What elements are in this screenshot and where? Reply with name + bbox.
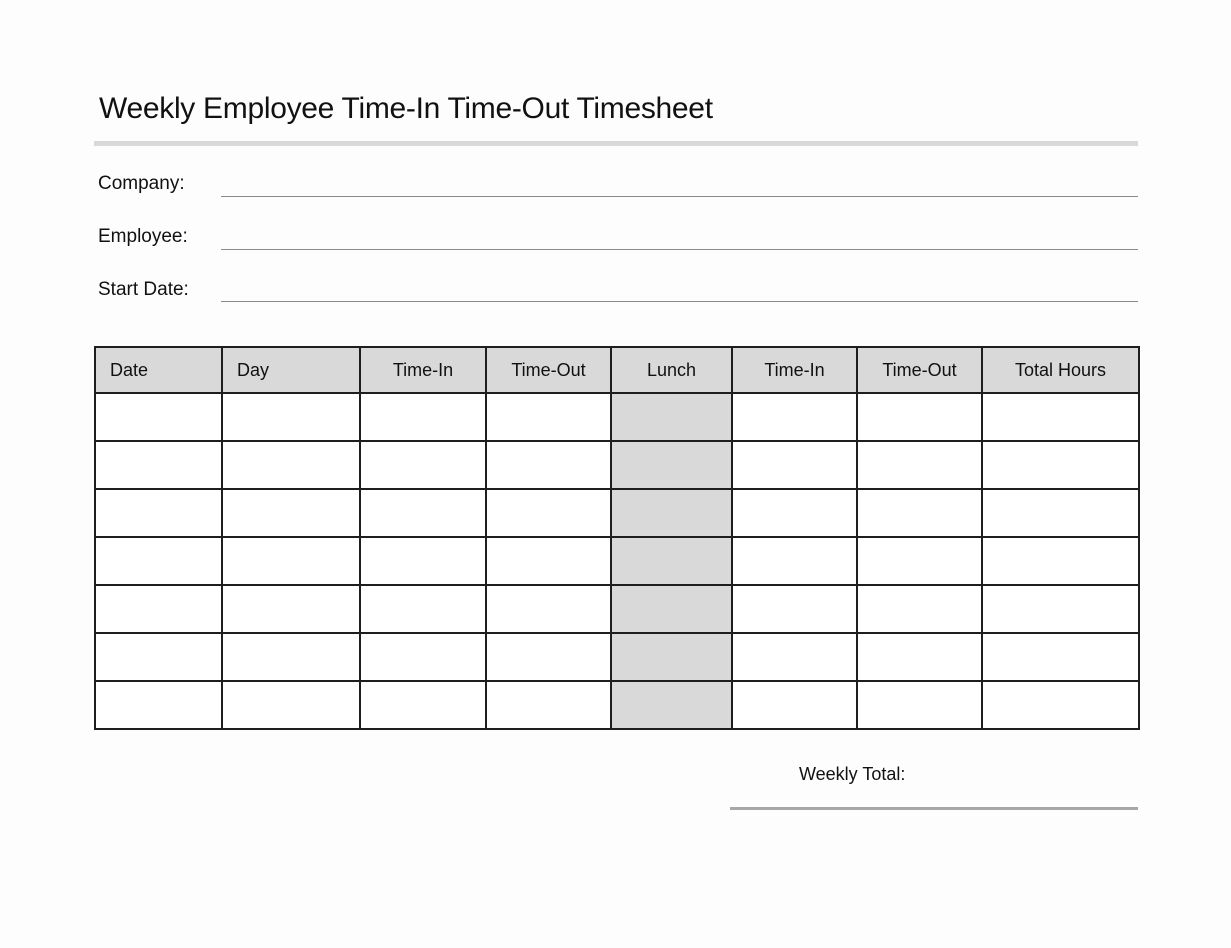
cell-time-in[interactable] — [360, 633, 486, 681]
cell-time-out-2[interactable] — [857, 393, 982, 441]
cell-lunch — [611, 441, 732, 489]
cell-time-out-2[interactable] — [857, 585, 982, 633]
cell-time-in-2[interactable] — [732, 585, 857, 633]
cell-time-in-2[interactable] — [732, 537, 857, 585]
cell-date[interactable] — [95, 681, 222, 729]
cell-total-hours[interactable] — [982, 441, 1139, 489]
cell-total-hours[interactable] — [982, 393, 1139, 441]
column-header-time-out-2: Time-Out — [857, 347, 982, 393]
table-row — [95, 585, 1139, 633]
table-row — [95, 393, 1139, 441]
cell-lunch — [611, 537, 732, 585]
cell-lunch — [611, 681, 732, 729]
cell-date[interactable] — [95, 633, 222, 681]
cell-total-hours[interactable] — [982, 585, 1139, 633]
start-date-label: Start Date: — [98, 279, 189, 300]
cell-date[interactable] — [95, 441, 222, 489]
column-header-total-hours: Total Hours — [982, 347, 1139, 393]
weekly-total-field[interactable] — [730, 807, 1138, 810]
cell-time-in[interactable] — [360, 537, 486, 585]
cell-time-out[interactable] — [486, 633, 611, 681]
column-header-time-out: Time-Out — [486, 347, 611, 393]
table-header-row — [95, 347, 1139, 393]
cell-time-in-2[interactable] — [732, 633, 857, 681]
cell-day[interactable] — [222, 585, 360, 633]
cell-date[interactable] — [95, 585, 222, 633]
cell-time-out[interactable] — [486, 393, 611, 441]
cell-date[interactable] — [95, 537, 222, 585]
cell-date[interactable] — [95, 393, 222, 441]
cell-total-hours[interactable] — [982, 681, 1139, 729]
cell-time-out-2[interactable] — [857, 681, 982, 729]
cell-lunch — [611, 585, 732, 633]
cell-time-out-2[interactable] — [857, 489, 982, 537]
cell-date[interactable] — [95, 489, 222, 537]
column-header-time-in: Time-In — [360, 347, 486, 393]
cell-time-out[interactable] — [486, 537, 611, 585]
timesheet-table — [94, 346, 1140, 730]
column-header-date: Date — [95, 347, 222, 393]
title-divider — [94, 141, 1138, 146]
employee-field[interactable] — [221, 249, 1138, 250]
company-label: Company: — [98, 173, 185, 194]
start-date-field[interactable] — [221, 301, 1138, 302]
column-header-lunch: Lunch — [611, 347, 732, 393]
cell-time-out-2[interactable] — [857, 633, 982, 681]
cell-time-out[interactable] — [486, 489, 611, 537]
company-field[interactable] — [221, 196, 1138, 197]
page-title: Weekly Employee Time-In Time-Out Timesheet — [99, 92, 713, 125]
cell-time-in[interactable] — [360, 441, 486, 489]
cell-total-hours[interactable] — [982, 489, 1139, 537]
weekly-total-label: Weekly Total: — [799, 764, 906, 784]
cell-time-in[interactable] — [360, 393, 486, 441]
column-header-time-in-2: Time-In — [732, 347, 857, 393]
cell-time-in-2[interactable] — [732, 681, 857, 729]
cell-lunch — [611, 633, 732, 681]
cell-day[interactable] — [222, 681, 360, 729]
cell-time-out[interactable] — [486, 681, 611, 729]
cell-day[interactable] — [222, 489, 360, 537]
cell-day[interactable] — [222, 393, 360, 441]
table-row — [95, 441, 1139, 489]
table-row — [95, 681, 1139, 729]
cell-time-in-2[interactable] — [732, 441, 857, 489]
table-row — [95, 489, 1139, 537]
cell-lunch — [611, 489, 732, 537]
cell-time-out-2[interactable] — [857, 537, 982, 585]
table-row — [95, 633, 1139, 681]
employee-label: Employee: — [98, 226, 188, 247]
cell-time-in[interactable] — [360, 585, 486, 633]
cell-time-out-2[interactable] — [857, 441, 982, 489]
cell-time-in-2[interactable] — [732, 393, 857, 441]
cell-time-in[interactable] — [360, 681, 486, 729]
cell-day[interactable] — [222, 441, 360, 489]
cell-total-hours[interactable] — [982, 537, 1139, 585]
cell-time-out[interactable] — [486, 585, 611, 633]
cell-time-out[interactable] — [486, 441, 611, 489]
column-header-day: Day — [222, 347, 360, 393]
cell-total-hours[interactable] — [982, 633, 1139, 681]
cell-lunch — [611, 393, 732, 441]
cell-day[interactable] — [222, 633, 360, 681]
cell-day[interactable] — [222, 537, 360, 585]
table-row — [95, 537, 1139, 585]
cell-time-in-2[interactable] — [732, 489, 857, 537]
cell-time-in[interactable] — [360, 489, 486, 537]
